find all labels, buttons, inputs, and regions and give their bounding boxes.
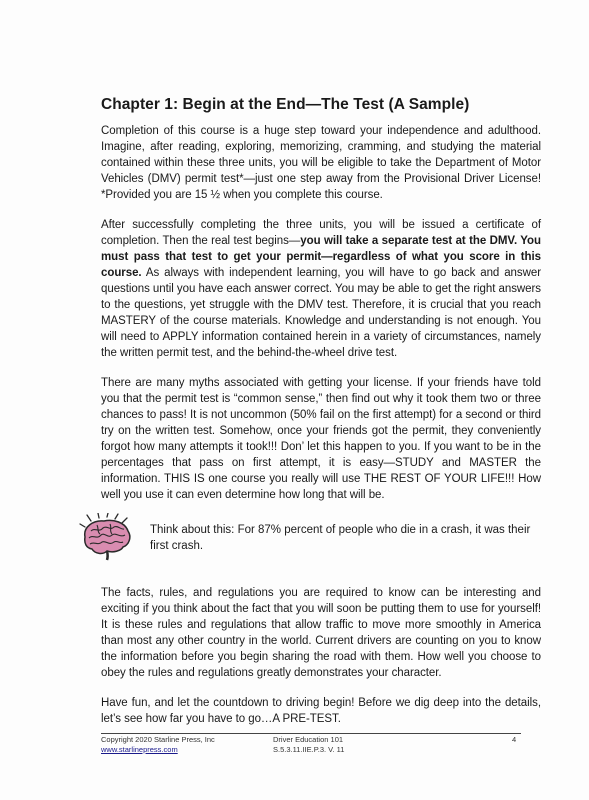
footer-copyright: Copyright 2020 Starline Press, Inc xyxy=(101,735,215,744)
paragraph-certificate-intro: After successfully completing the three units, you will be issued a certificate of completion. Then the real test begins— xyxy=(101,219,541,247)
paragraph-myths: There are many myths associated with getting your license. If your friends have told you that the permit test is “common sense,” then find out why it took them two or three chances to pass! It is not uncommon (50% fail on the first attempt) for a second or third try on the written test. Somehow, once your friends got the permit, they conveniently forgot how many attempts it took!!! Don’ let this happen to you. If you want to be in the percentages that pass on first attempt, it is easy—STUDY and MASTER the information. THIS IS one course you really will use THE REST OF YOUR LIFE!!! How well you use it can even determine how long that will be. xyxy=(101,377,541,501)
paragraph-certificate-rest: As always with independent learning, you will have to go back and answer questions until you have each answer correct. You may be able to get the right answers to the questions, yet struggle with the DMV test. Therefore, it is crucial that you reach MASTERY of the course materials. Knowledge and understanding is not enough. You will need to APPLY information contained herein in a variety of circumstances, namely the written permit test, and the behind-the-wheel drive test. xyxy=(101,267,541,359)
page-content xyxy=(101,96,541,741)
footer-page-number: 4 xyxy=(512,735,517,744)
paragraph-rules: The facts, rules, and regulations you are required to know can be interesting and exciting if you think about the fact that you will soon be putting them to use for yourself! It is these rules and regulations that allow traffic to move more smoothly in America than most any other country in the world. Current drivers are counting on you to know the information before you begin sharing the road with them. How well you choose to obey the rules and regulations greatly demonstrates your character. xyxy=(101,587,541,679)
callout-text: Think about this: For 87% percent of people who die in a crash, it was their first crash. xyxy=(150,524,531,552)
paragraph-pretest: Have fun, and let the countdown to driving begin! Before we dig deep into the details, let’s see how far you have to go…A PRE-TEST. xyxy=(101,697,541,725)
footer-course-code: S.5.3.11.IIE.P.3. V. 11 xyxy=(273,745,345,754)
paragraph-certificate-emphasis: you will take a separate test at the DMV. You must pass that test to get your permit—regardless of what you score in this course. xyxy=(101,235,542,279)
footer-divider xyxy=(101,733,521,734)
footer-website-link[interactable]: www.starlinepress.com xyxy=(101,745,178,754)
paragraph-intro: Completion of this course is a huge step toward your independence and adulthood. Imagine, after reading, exploring, memorizing, cramming, and studying the material contained within these three units, you will be eligible to take the Department of Motor Vehicles (DMV) permit test*—just one step away from the Provisional Driver License! *Provided you are 15 ½ when you complete this course. xyxy=(101,125,541,201)
footer-course-name: Driver Education 101 xyxy=(273,735,344,744)
chapter-title: Chapter 1: Begin at the End—The Test (A Sample) xyxy=(101,96,470,113)
paragraph-certificate xyxy=(101,217,541,361)
brain-icon xyxy=(77,513,137,561)
think-about-callout xyxy=(77,513,541,575)
footer-left xyxy=(101,735,215,755)
footer-center xyxy=(273,735,344,755)
